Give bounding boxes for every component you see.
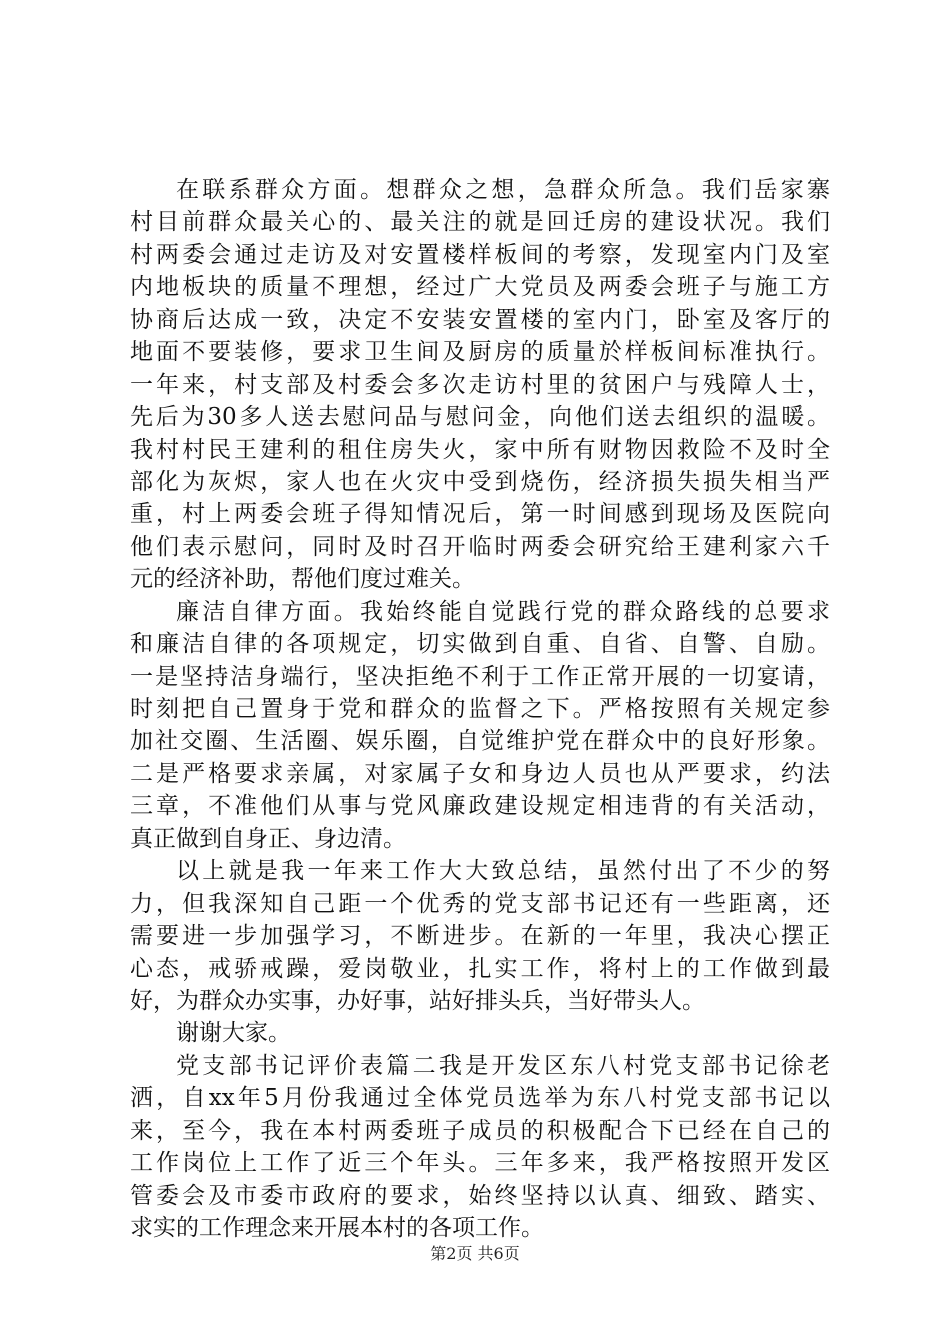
paragraph-line: 村目前群众最关心的、最关注的就是回迁房的建设状况。我们 xyxy=(130,209,830,236)
paragraph-line: 廉洁自律方面。我始终能自觉践行党的群众路线的总要求 xyxy=(176,598,830,625)
paragraph-line: 重，村上两委会班子得知情况后，第一时间感到现场及医院向 xyxy=(130,501,830,528)
paragraph-line: 来，至今，我在本村两委班子成员的积极配合下已经在自己的 xyxy=(130,1117,830,1144)
paragraph-line: 工作岗位上工作了近三个年头。三年多来，我严格按照开发区 xyxy=(130,1150,830,1177)
paragraph-line: 需要进一步加强学习，不断进步。在新的一年里，我决心摆正 xyxy=(130,923,830,950)
paragraph-line: 一是坚持洁身端行，坚决拒绝不利于工作正常开展的一切宴请， xyxy=(130,663,830,690)
paragraph-line: 党支部书记评价表篇二我是开发区东八村党支部书记徐老 xyxy=(176,1052,830,1079)
paragraph-line: 三章，不准他们从事与党风廉政建设规定相违背的有关活动， xyxy=(130,793,830,820)
paragraph-line: 好，为群众办实事，办好事，站好排头兵，当好带头人。 xyxy=(130,987,705,1014)
page-number-footer: 第2页 共6页 xyxy=(430,1244,520,1263)
paragraph-line: 管委会及市委市政府的要求，始终坚持以认真、细致、踏实、 xyxy=(130,1182,830,1209)
paragraph-line: 求实的工作理念来开展本村的各项工作。 xyxy=(130,1215,544,1241)
paragraph-line: 真正做到自身正、身边清。 xyxy=(130,825,406,852)
paragraph-line: 一年来，村支部及村委会多次走访村里的贫困户与残障人士， xyxy=(130,371,830,398)
paragraph-line: 以上就是我一年来工作大大致总结，虽然付出了不少的努 xyxy=(176,858,830,885)
body-text xyxy=(130,174,830,1244)
paragraph-line: 时刻把自己置身于党和群众的监督之下。严格按照有关规定参 xyxy=(130,696,830,722)
paragraph-line: 谢谢大家。 xyxy=(176,1020,291,1047)
paragraph-line: 内地板块的质量不理想，经过广大党员及两委会班子与施工方 xyxy=(130,274,830,301)
paragraph-line: 他们表示慰问，同时及时召开临时两委会研究给王建利家六千 xyxy=(130,533,830,560)
paragraph-line: 地面不要装修，要求卫生间及厨房的质量於样板间标准执行。 xyxy=(130,339,830,366)
paragraph-line: 元的经济补助，帮他们度过难关。 xyxy=(130,566,475,593)
paragraph-line: 二是严格要求亲属，对家属子女和身边人员也从严要求，约法 xyxy=(130,760,830,787)
paragraph-line: 部化为灰烬，家人也在火灾中受到烧伤，经济损失损失相当严 xyxy=(130,468,830,495)
paragraph-line: 协商后达成一致，决定不安装安置楼的室内门，卧室及客厅的 xyxy=(130,306,830,333)
paragraph-line: 我村村民王建利的租住房失火，家中所有财物因救险不及时全 xyxy=(130,436,830,463)
paragraph-line: 在联系群众方面。想群众之想，急群众所急。我们岳家寨 xyxy=(176,177,830,203)
paragraph-line: 洒，自xx年5月份我通过全体党员选举为东八村党支部书记以 xyxy=(130,1085,830,1112)
paragraph-line: 村两委会通过走访及对安置楼样板间的考察，发现室内门及室 xyxy=(130,241,830,268)
paragraph-line: 和廉洁自律的各项规定，切实做到自重、自省、自警、自励。 xyxy=(130,631,830,658)
paragraph-line: 心态，戒骄戒躁，爱岗敬业，扎实工作，将村上的工作做到最 xyxy=(130,955,830,982)
paragraph-line: 力，但我深知自己距一个优秀的党支部书记还有一些距离，还 xyxy=(130,890,830,917)
paragraph-line: 加社交圈、生活圈、娱乐圈，自觉维护党在群众中的良好形象。 xyxy=(130,728,830,755)
paragraph-line: 先后为30多人送去慰问品与慰问金，向他们送去组织的温暖。 xyxy=(130,404,830,431)
